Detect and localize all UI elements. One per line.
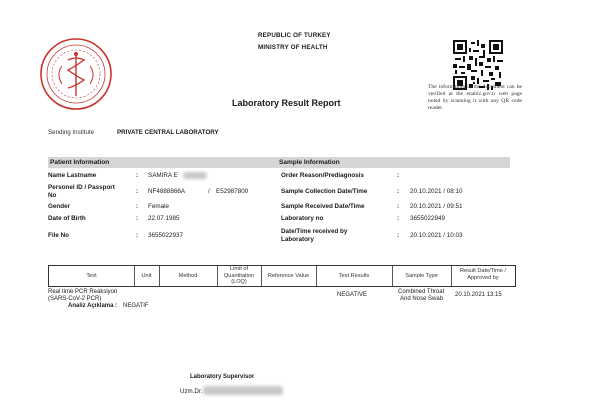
colon: : (136, 203, 139, 210)
report-title: Laboratory Result Report (232, 98, 341, 108)
col-sample-type: Sample Type (405, 273, 438, 279)
col-loq-line3: (LOQ) (231, 279, 247, 285)
collection-value: 20.10.2021 / 08:10 (410, 188, 463, 195)
id-label: Personel ID / Passport (48, 184, 115, 191)
col-loq-line2: Quantitation (223, 272, 255, 279)
result-value: NEGATIVE (337, 292, 367, 298)
dob-value: 22.07.1985 (148, 215, 180, 222)
redacted-surname (183, 172, 207, 179)
results-table-header (48, 265, 516, 287)
name-label: Name Lastname (48, 172, 97, 179)
analysis-label: Analiz Açıklama : (68, 303, 118, 309)
analysis-value: NEGATIF (123, 303, 149, 309)
sample-type-value: Combined Throat (398, 289, 445, 295)
file-label: File No (48, 232, 69, 239)
colon: : (136, 215, 139, 222)
lab-received-value: 20.10.2021 / 10:03 (410, 232, 463, 239)
lab-received-label-line2: Laboratory (281, 236, 314, 243)
name-value: SAMIRA E (148, 172, 178, 179)
redacted-supervisor-name (203, 386, 283, 395)
passport-value: E52987800 (216, 188, 249, 195)
colon: : (397, 172, 400, 179)
sample-type-value-line2: And Nose Swab (400, 296, 444, 302)
qr-code-icon (453, 40, 503, 90)
colon: : (397, 215, 400, 222)
ministry-title: MINISTRY OF HEALTH (258, 44, 328, 51)
collection-label: Sample Collection Date/Time (281, 188, 368, 195)
lab-received-label: Date/Time received by (281, 228, 348, 235)
sample-info-heading: Sample Information (279, 159, 340, 166)
supervisor-title: Laboratory Supervisor (190, 374, 255, 380)
qr-verification-note: The information in the document can be verified at the enabiz.gov.tr web page noted by scanning it with any QR code reader. (428, 84, 522, 111)
received-label: Sample Received Date/Time (281, 203, 365, 210)
colon: : (397, 188, 400, 195)
gender-label: Gender (48, 203, 71, 210)
col-loq-line1: Limit of (229, 266, 249, 272)
patient-info-heading: Patient Information (50, 159, 110, 166)
received-value: 20.10.2021 / 09:51 (410, 203, 463, 210)
col-test: Test (86, 273, 97, 279)
col-method: Method (178, 273, 198, 279)
id-label-line2: No (48, 192, 57, 199)
colon: : (397, 232, 400, 239)
institute-label: Sending Institute (48, 129, 95, 136)
col-reference: Reference Value (267, 273, 310, 279)
id-value: NF4888866A (148, 188, 186, 195)
lab-no-label: Laboratory no (281, 215, 324, 222)
col-unit: Unit (141, 273, 152, 279)
institute-value: PRIVATE CENTRAL LABORATORY (117, 129, 219, 136)
section-header-band (48, 157, 510, 168)
colon: : (136, 172, 139, 179)
id-separator: / (208, 188, 210, 195)
country-title: REPUBLIC OF TURKEY (258, 32, 331, 39)
colon: : (136, 188, 139, 195)
ministry-of-health-logo (38, 36, 114, 112)
col-approval-line2: Approved by (467, 275, 499, 281)
file-value: 3655022937 (148, 232, 184, 239)
lab-no-value: 3655022949 (410, 215, 446, 222)
colon: : (136, 232, 139, 239)
result-date: 20.10.2021 13:15 (455, 292, 502, 298)
dob-label: Date of Birth (48, 215, 86, 222)
test-name: Real time PCR Reaksiyon (48, 289, 118, 295)
col-results: Test Results (338, 273, 370, 279)
colon: : (397, 203, 400, 210)
order-reason-label: Order Reason/Prediagnosis (281, 172, 364, 179)
gender-value: Female (148, 203, 169, 210)
test-name-line2: (SARS-CoV-2 PCR) (48, 296, 102, 302)
col-approval-line1: Result Date/Time / (459, 268, 507, 274)
supervisor-name: Uzm.Dr. (180, 388, 203, 395)
